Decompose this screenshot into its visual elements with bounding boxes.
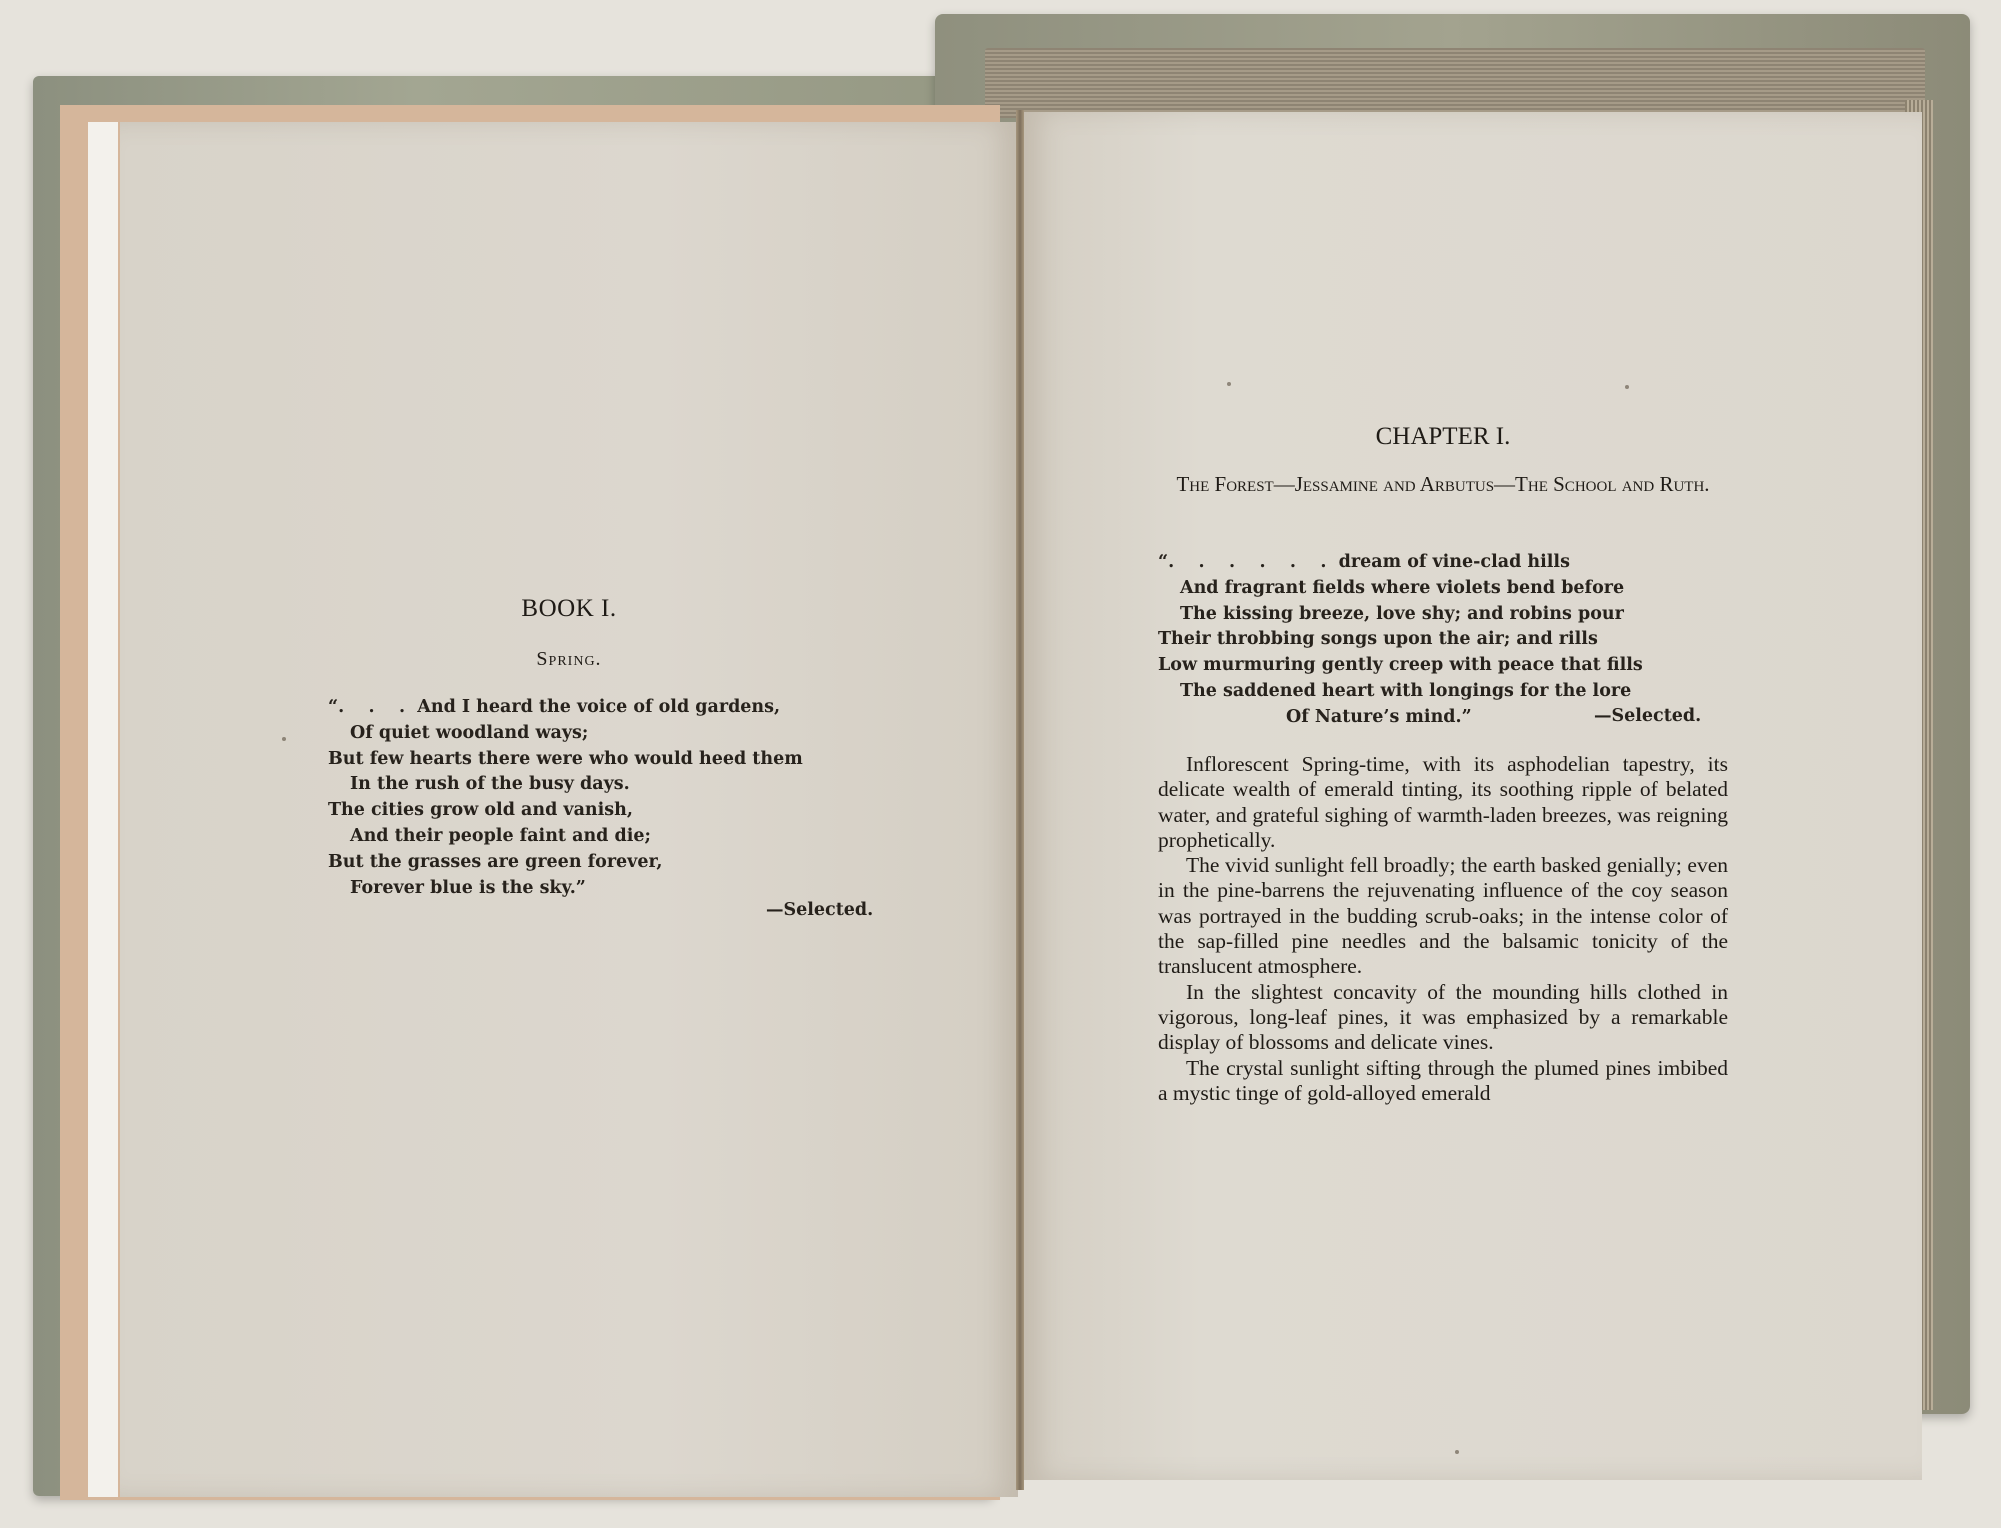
body-paragraph: The vivid sunlight fell broadly; the earth basked genially; even in the pine-barrens the rejuvenating influence of the coy season was portrayed in the budding scrub-oaks; in the intense color of the sap-filled pine needles and the balsamic tonicity of the translucent atmosphere. (1158, 853, 1728, 979)
epigraph-line: Forever blue is the sky.” (350, 877, 586, 898)
body-paragraph: In the slightest concavity of the mounding hills clothed in vigorous, long-leaf pines, it was emphasized by a remarkable display of blossoms and delicate vines. (1158, 979, 1728, 1055)
chapter-subtitle: The Forest—Jessamine and Arbutus—The School and Ruth. (1176, 472, 1710, 496)
epigraph-line: “. . . . . . dream of vine-clad hills (1158, 552, 1570, 572)
epigraph-line: The saddened heart with longings for the lore (1180, 680, 1632, 701)
epigraph-line: Their throbbing songs upon the air; and rills (1158, 629, 1598, 650)
epigraph-line: Of Nature’s mind.” (1286, 706, 1472, 727)
epigraph-line: In the rush of the busy days. (350, 774, 630, 795)
book-gutter (1016, 110, 1024, 1490)
epigraph-line: The cities grow old and vanish, (328, 800, 633, 821)
epigraph-line: And their people faint and die; (350, 825, 651, 846)
left-attribution: —Selected. (766, 900, 874, 920)
epigraph-line: “. . . And I heard the voice of old gardens, (328, 697, 781, 717)
body-paragraph: Inflorescent Spring-time, with its asphodelian tapestry, its delicate wealth of emerald tinting, its soothing ripple of belated water, and grateful sighing of warmth-laden breezes, was reigning prophetically. (1158, 752, 1728, 852)
right-epigraph (1158, 550, 1718, 731)
chapter-title: CHAPTER I. (1375, 423, 1511, 450)
page-edges-top (985, 48, 1925, 118)
body-paragraph: The crystal sunlight sifting through the plumed pines imbibed a mystic tinge of gold-alloyed emerald (1158, 1055, 1728, 1105)
paper-speck (1227, 382, 1231, 386)
book-title: BOOK I. (521, 595, 617, 622)
epigraph-line: Low murmuring gently creep with peace that fills (1158, 655, 1643, 676)
flyleaf (88, 122, 118, 1497)
epigraph-line: But few hearts there were who would heed them (328, 748, 803, 769)
epigraph-line: Of quiet woodland ways; (350, 722, 589, 743)
chapter-body (1158, 752, 1728, 1106)
epigraph-line: The kissing breeze, love shy; and robins pour (1180, 603, 1624, 624)
epigraph-line: But the grasses are green forever, (328, 851, 663, 872)
epigraph-line: And fragrant fields where violets bend before (1180, 577, 1625, 598)
right-attribution: —Selected. (1594, 706, 1702, 726)
paper-speck (1455, 1450, 1459, 1454)
book-subtitle: Spring. (536, 648, 602, 670)
paper-speck (1625, 385, 1629, 389)
paper-speck (282, 737, 286, 741)
left-epigraph (328, 695, 888, 901)
